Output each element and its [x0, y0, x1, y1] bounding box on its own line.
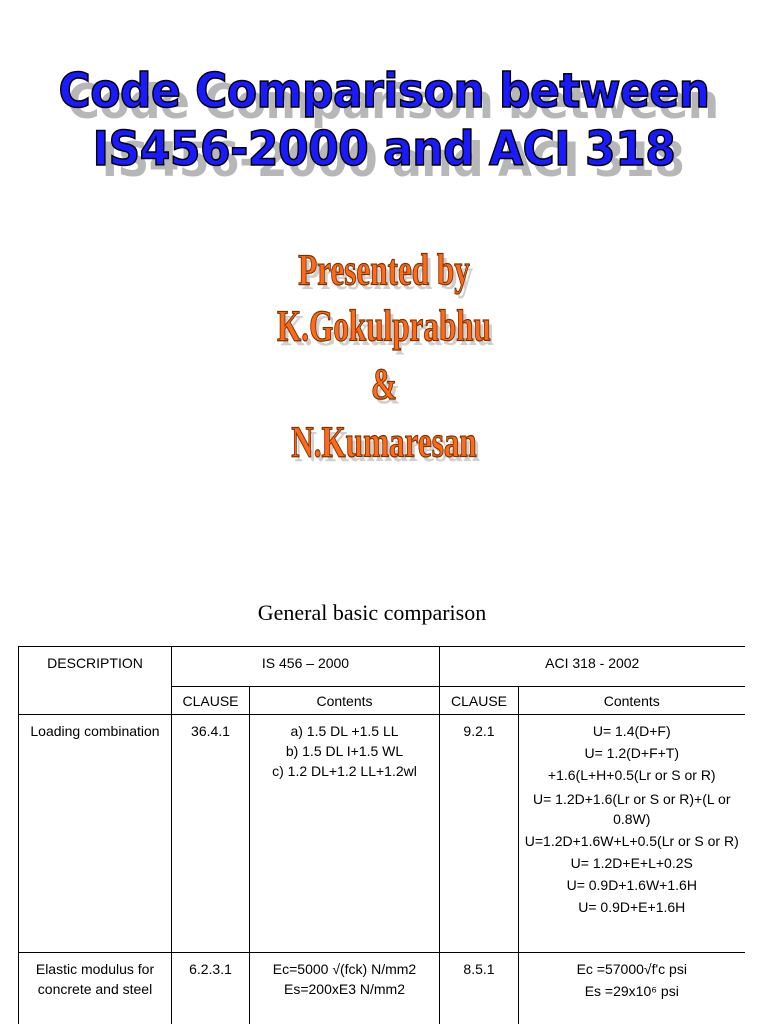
aci-content-line: U= 1.4(D+F) — [592, 723, 671, 739]
presented-by-label: Presented by — [298, 245, 470, 295]
table-row — [19, 953, 745, 1024]
aci-content-line: U= 1.2(D+F+T) — [584, 745, 680, 761]
table-header-row-1 — [19, 647, 745, 687]
header-aci-contents: Contents — [519, 687, 745, 715]
header-aci-clause: CLAUSE — [440, 687, 519, 715]
cell-is-clause: 36.4.1 — [172, 715, 250, 953]
aci-content-line: +1.6(L+H+0.5(Lr or S or R) — [547, 767, 716, 783]
header-description: DESCRIPTION — [19, 647, 172, 715]
presenter-name-1: K.Gokulprabhu — [277, 301, 491, 351]
cell-description: Loading combination — [19, 715, 172, 953]
cell-aci-clause: 9.2.1 — [440, 715, 519, 953]
is-content-line: a) 1.5 DL +1.5 LL — [290, 723, 399, 739]
presenter-name-2: N.Kumaresan — [291, 417, 477, 467]
is-content-line: b) 1.5 DL I+1.5 WL — [285, 743, 404, 759]
cell-is-contents — [250, 715, 440, 953]
comparison-table — [18, 646, 745, 1024]
is-content-line: c) 1.2 DL+1.2 LL+1.2wl — [272, 763, 417, 779]
header-is-contents: Contents — [250, 687, 440, 715]
table-row — [19, 715, 745, 953]
aci-content-line: U= 0.9D+E+1.6H — [578, 899, 686, 915]
cell-description: Elastic modulus for concrete and steel — [19, 953, 172, 1024]
aci-content-line: U= 1.2D+1.6(Lr or S or R)+(L or 0.8W) — [533, 791, 731, 827]
aci-content-line: Ec =57000√f'c psi — [576, 961, 687, 977]
cell-is-contents — [250, 953, 440, 1024]
section-caption: General basic comparison — [257, 600, 487, 625]
title-line-2: IS456-2000 and ACI 318 — [92, 122, 676, 177]
aci-content-line: U= 0.9D+1.6W+1.6H — [566, 877, 697, 893]
cell-aci-clause: 8.5.1 — [440, 953, 519, 1024]
aci-content-line: Es =29x10⁶ psi — [584, 983, 679, 999]
is-content-line: Es=200xE3 N/mm2 — [284, 981, 405, 997]
header-aci-code: ACI 318 - 2002 — [440, 647, 745, 687]
cell-aci-contents — [519, 715, 745, 953]
header-is-clause: CLAUSE — [172, 687, 250, 715]
is-content-line: Ec=5000 √(fck) N/mm2 — [272, 961, 417, 977]
cell-aci-contents — [519, 953, 745, 1024]
aci-content-line: U=1.2D+1.6W+L+0.5(Lr or S or R) — [524, 833, 739, 849]
aci-content-line: U= 1.2D+E+L+0.2S — [570, 855, 693, 871]
header-is-code: IS 456 – 2000 — [172, 647, 440, 687]
title-line-1: Code Comparison between — [58, 64, 710, 119]
cell-is-clause: 6.2.3.1 — [172, 953, 250, 1024]
presenter-ampersand: & — [371, 359, 397, 409]
